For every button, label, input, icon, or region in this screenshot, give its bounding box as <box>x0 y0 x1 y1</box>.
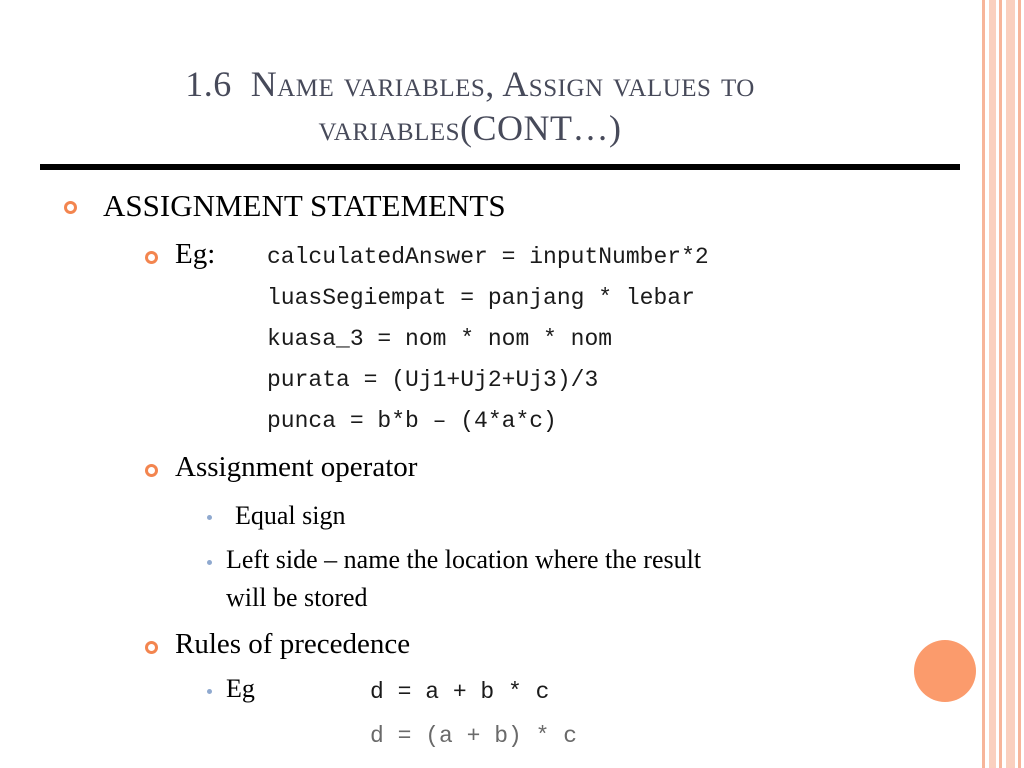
decorative-stripe <box>989 0 996 768</box>
code-line: d = a + b * c <box>370 679 550 705</box>
code-line: calculatedAnswer = inputNumber*2 <box>267 244 709 270</box>
bullet-ring-icon <box>64 201 77 214</box>
code-line: purata = (Uj1+Uj2+Uj3)/3 <box>267 367 599 393</box>
left-side-line-2: will be stored <box>226 583 368 612</box>
title-line-1 <box>40 62 900 106</box>
eg-label: Eg: <box>175 238 216 270</box>
assignment-operator-label: Assignment operator <box>175 451 418 483</box>
code-line: luasSegiempat = panjang * lebar <box>267 285 695 311</box>
decorative-stripe <box>982 0 985 768</box>
decorative-stripe <box>1018 0 1021 768</box>
title-cont: (CONT…) <box>460 108 622 148</box>
decorative-circle <box>914 640 976 702</box>
decorative-stripe <box>999 0 1002 768</box>
equal-sign-label: Equal sign <box>235 501 346 530</box>
bullet-ring-icon <box>145 464 158 477</box>
title-line-2 <box>40 106 900 150</box>
title-number: 1.6 <box>185 64 232 104</box>
slide-title <box>40 62 900 150</box>
bullet-dot-icon <box>207 560 212 565</box>
left-side-line-1: Left side – name the location where the result <box>226 545 702 574</box>
title-text-2: variables <box>318 108 461 148</box>
bullet-ring-icon <box>145 641 158 654</box>
title-text: Name variables, Assign values to <box>250 64 755 104</box>
decorative-stripe <box>1006 0 1015 768</box>
code-line: punca = b*b – (4*a*c) <box>267 408 557 434</box>
bullet-ring-icon <box>145 251 158 264</box>
eg2-label: Eg <box>226 674 255 703</box>
code-line: kuasa_3 = nom * nom * nom <box>267 326 613 352</box>
code-line: d = (a + b) * c <box>370 723 578 749</box>
heading-assignment-statements: ASSIGNMENT STATEMENTS <box>103 188 506 223</box>
title-divider <box>40 164 960 170</box>
bullet-dot-icon <box>207 515 212 520</box>
bullet-dot-icon <box>207 689 212 694</box>
rules-of-precedence-label: Rules of precedence <box>175 628 411 660</box>
